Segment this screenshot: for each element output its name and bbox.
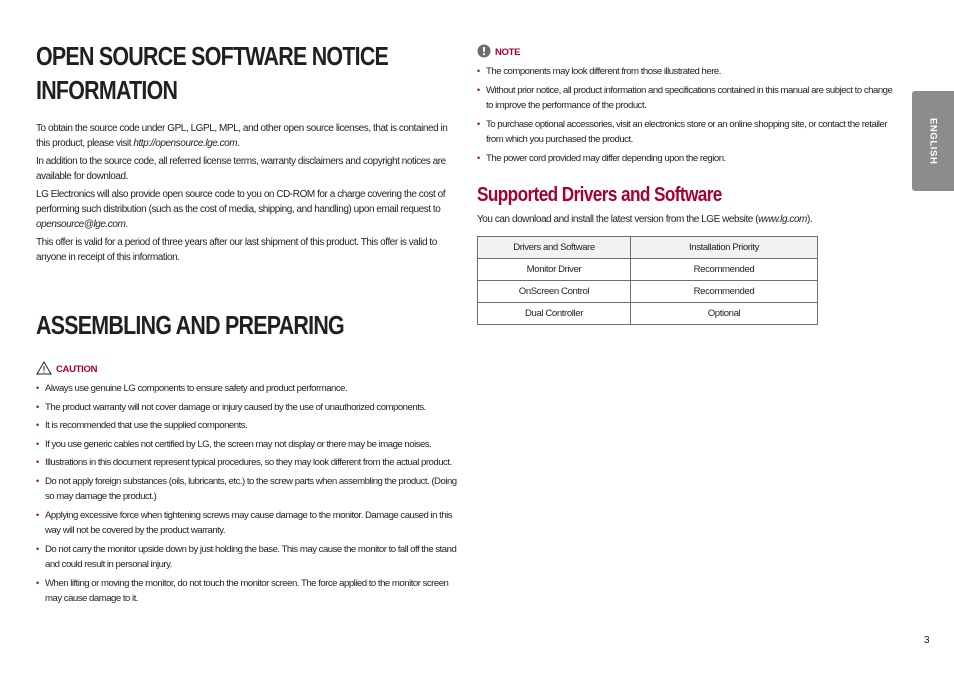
lg-website-link[interactable]: www.lg.com bbox=[758, 214, 807, 225]
table-cell: Recommended bbox=[631, 259, 818, 281]
table-row bbox=[478, 259, 818, 281]
note-list bbox=[477, 64, 899, 166]
table-cell: Recommended bbox=[631, 281, 818, 303]
opensource-email-link[interactable]: opensource@lge.com bbox=[36, 219, 126, 230]
list-item: • The components may look different from those illustrated here. bbox=[477, 64, 899, 80]
list-item: • The product warranty will not cover damage or injury caused by the use of unauthorized components. bbox=[36, 400, 458, 416]
list-item: • Applying excessive force when tightening screws may cause damage to the monitor. Damage caused in this way will not be covered by the product warranty. bbox=[36, 508, 458, 539]
page-number: 3 bbox=[924, 635, 930, 646]
drivers-table bbox=[477, 236, 818, 325]
left-column bbox=[36, 40, 458, 610]
list-item: • Without prior notice, all product information and specifications contained in this manual are subject to change to improve the performance of the product. bbox=[477, 83, 899, 114]
table-row bbox=[478, 303, 818, 325]
right-column bbox=[477, 44, 899, 325]
list-item: • Do not carry the monitor upside down by just holding the base. This may cause the monitor to fall off the stand and could result in personal injury. bbox=[36, 542, 458, 573]
open-source-paragraph-3: LG Electronics will also provide open source code to you on CD-ROM for a charge covering the cost of performing such distribution (such as the cost of media, shipping, and handling) upon email request to opensource@lge.com. bbox=[36, 189, 446, 230]
warning-triangle-icon bbox=[36, 361, 52, 378]
list-item: • Always use genuine LG components to ensure safety and product performance. bbox=[36, 381, 458, 397]
open-source-title-line2: INFORMATION bbox=[36, 77, 178, 105]
open-source-paragraph-4: This offer is valid for a period of three years after our last shipment of this product. This offer is valid to anyone in receipt of this information. bbox=[36, 237, 437, 263]
exclamation-circle-icon bbox=[477, 44, 491, 61]
list-item: • To purchase optional accessories, visit an electronics store or an online shopping site, or contact the retailer from which you purchased the product. bbox=[477, 117, 899, 148]
language-tab-label: ENGLISH bbox=[927, 117, 939, 165]
list-item: • The power cord provided may differ depending upon the region. bbox=[477, 151, 899, 167]
table-header-row bbox=[478, 237, 818, 259]
caution-list bbox=[36, 381, 458, 607]
table-cell: OnScreen Control bbox=[478, 281, 631, 303]
caution-header bbox=[36, 361, 458, 377]
opensource-link[interactable]: http://opensource.lge.com bbox=[133, 138, 238, 149]
note-header bbox=[477, 44, 899, 60]
drivers-section bbox=[477, 182, 899, 325]
assembling-title: ASSEMBLING AND PREPARING bbox=[36, 312, 344, 340]
table-cell: Monitor Driver bbox=[478, 259, 631, 281]
list-item: • If you use generic cables not certified by LG, the screen may not display or there may be image noises. bbox=[36, 437, 458, 453]
note-label: NOTE bbox=[495, 46, 521, 58]
open-source-title-line1: OPEN SOURCE SOFTWARE NOTICE bbox=[36, 43, 389, 71]
table-cell: Optional bbox=[631, 303, 818, 325]
table-cell: Dual Controller bbox=[478, 303, 631, 325]
drivers-title: Supported Drivers and Software bbox=[477, 184, 722, 206]
list-item: • When lifting or moving the monitor, do not touch the monitor screen. The force applied to the monitor screen may cause damage to it. bbox=[36, 576, 458, 607]
open-source-title bbox=[36, 40, 458, 114]
table-header-cell: Installation Priority bbox=[631, 237, 818, 259]
list-item: • It is recommended that use the supplied components. bbox=[36, 418, 458, 434]
open-source-paragraph-2: In addition to the source code, all referred license terms, warranty disclaimers and copyright notices are available for download. bbox=[36, 156, 446, 182]
open-source-paragraph-1: To obtain the source code under GPL, LGPL, MPL, and other open source licenses, that is contained in this product, please visit http://opensource.lge.com. bbox=[36, 123, 448, 149]
caution-label: CAUTION bbox=[56, 363, 98, 375]
list-item: • Illustrations in this document represent typical procedures, so they may look different from the actual product. bbox=[36, 455, 458, 471]
assembling-section bbox=[36, 309, 458, 607]
list-item: • Do not apply foreign substances (oils, lubricants, etc.) to the screw parts when assembling the product. (Doing so may damage the product.) bbox=[36, 474, 458, 505]
open-source-body bbox=[36, 121, 458, 265]
drivers-intro: You can download and install the latest version from the LGE website (www.lg.com). bbox=[477, 214, 813, 225]
table-row bbox=[478, 281, 818, 303]
table-header-cell: Drivers and Software bbox=[478, 237, 631, 259]
language-tab bbox=[912, 91, 954, 191]
